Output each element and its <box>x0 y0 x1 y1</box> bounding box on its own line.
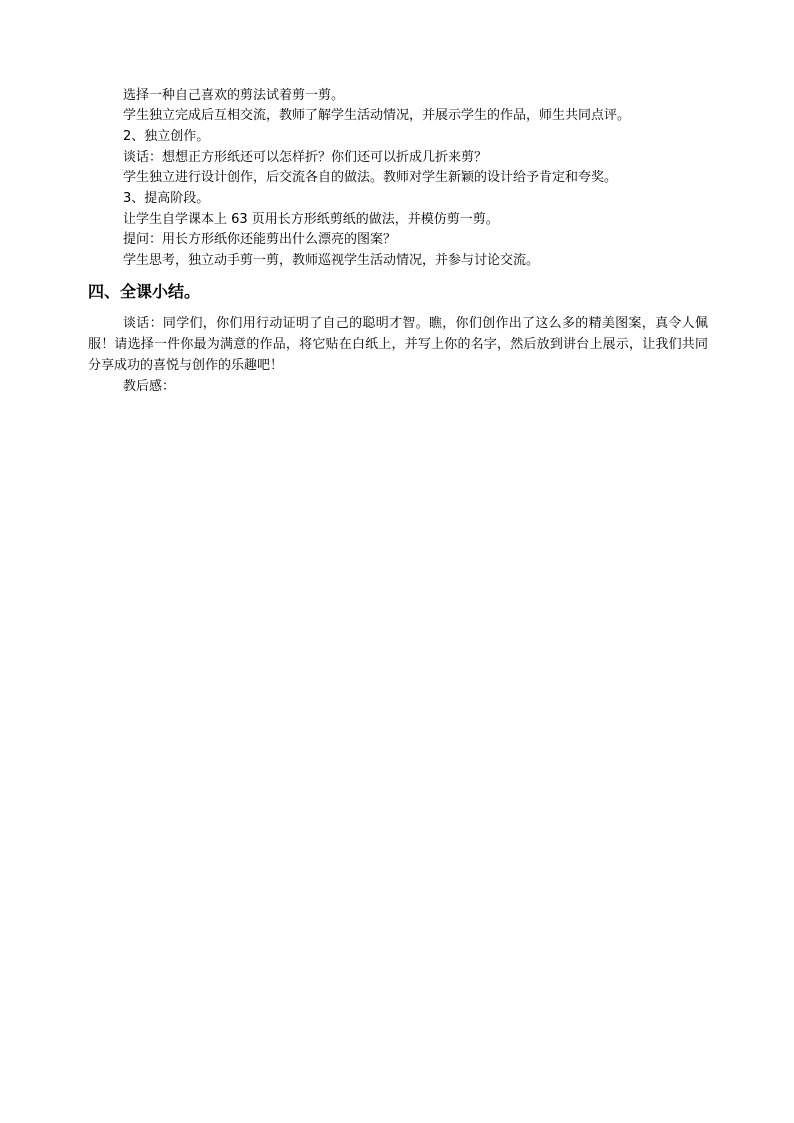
text-line-4: 谈话：想想正方形纸还可以怎样折？你们还可以折成几折来剪？ <box>123 150 488 165</box>
text-line-3: 2、独立创作。 <box>123 129 210 144</box>
text-line-9: 学生思考，独立动手剪一剪，教师巡视学生活动情况，并参与讨论交流。 <box>123 253 540 268</box>
text-line-8: 提问：用长方形纸你还能剪出什么漂亮的图案？ <box>123 232 397 247</box>
reflection-label: 教后感： <box>123 379 176 394</box>
summary-paragraph: 谈话：同学们，你们用行动证明了自己的聪明才智。瞧，你们创作出了这么多的精美图案，真令人佩服！请选择一件你最为满意的作品，将它贴在白纸上，并写上你的名字，然后放到讲台上展示，让我们共同分享成功的喜悦与创作的乐趣吧！ <box>88 316 708 373</box>
text-line-5: 学生独立进行设计创作，后交流各自的做法。教师对学生新颖的设计给予肯定和夸奖。 <box>123 170 618 185</box>
section-heading: 四、全课小结。 <box>88 282 201 301</box>
text-line-1: 选择一种自己喜欢的剪法试着剪一剪。 <box>123 88 345 103</box>
text-line-2: 学生独立完成后互相交流，教师了解学生活动情况，并展示学生的作品，师生共同点评。 <box>123 108 631 123</box>
text-line-7: 让学生自学课本上 63 页用长方形纸剪纸的做法，并模仿剪一剪。 <box>123 212 499 227</box>
text-line-6: 3、提高阶段。 <box>123 191 210 206</box>
